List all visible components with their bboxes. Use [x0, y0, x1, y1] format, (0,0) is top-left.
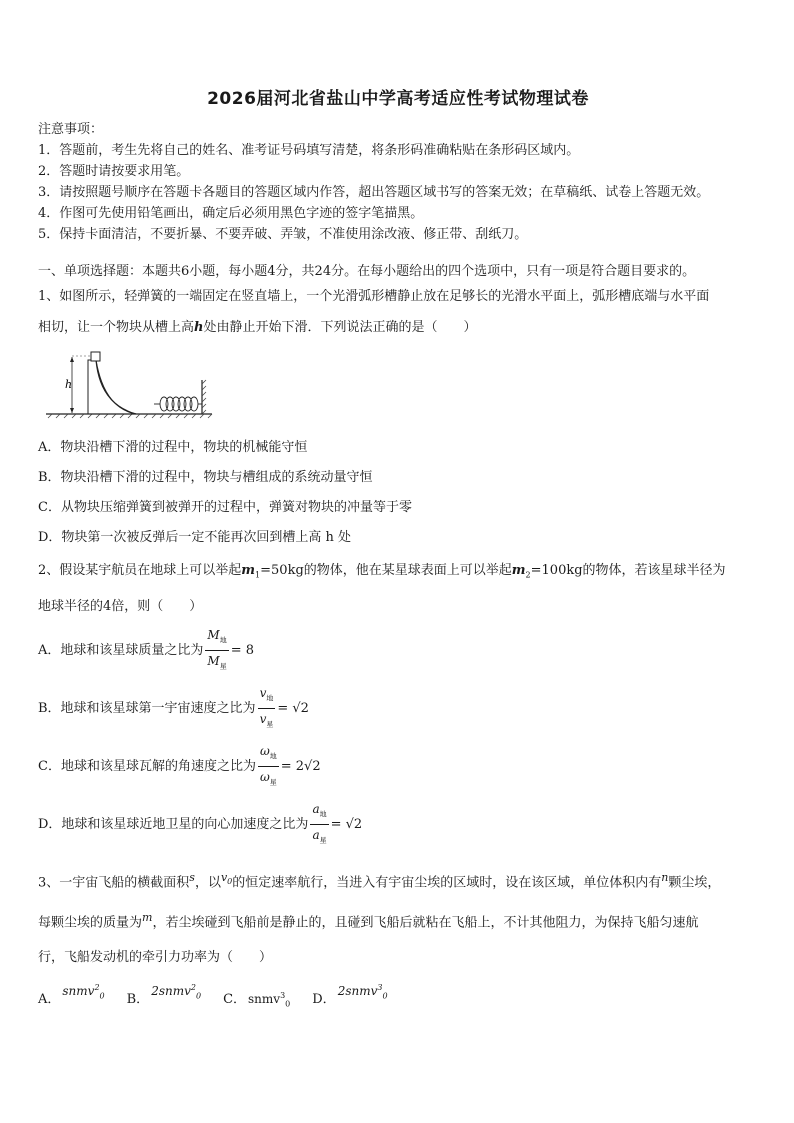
question-2-stem: 地球半径的4倍，则（ ）: [38, 598, 203, 614]
note-item: 4．作图可先使用铅笔画出，确定后必须用黑色字迹的签字笔描黑。: [38, 206, 424, 221]
mass-symbol: m: [142, 910, 153, 924]
fraction: $\frac{M_地}{M_星}$: [205, 625, 228, 677]
question-1-stem: 处由静止开始下滑．下列说法正确的是（ ）: [203, 320, 477, 335]
number-density-symbol: n: [661, 870, 669, 884]
question-1: [38, 286, 758, 548]
mass-symbol: m: [511, 563, 526, 578]
option-d: D．地球和该星球近地卫星的向心加速度之比为 $\frac{a_地}{a_星}$ = √2: [38, 805, 758, 845]
section-heading: 一、单项选择题：本题共6小题，每小题4分，共24分。在每小题给出的四个选项中，只有一项是符合题目要求的。: [38, 264, 696, 279]
question-3: [38, 867, 758, 1017]
note-item: 2．答题时请按要求用笔。: [38, 164, 190, 179]
question-2-stem: =100kg的物体，若该星球半径为: [530, 563, 726, 578]
question-3-stem: ，以: [194, 874, 221, 890]
question-3-stem: 3、一宇宙飞船的横截面积: [38, 874, 190, 890]
question-1-stem: 1、如图所示，轻弹簧的一端固定在竖直墙上，一个光滑弧形槽静止放在足够长的光滑水平面上，弧形槽底端与水平面: [38, 289, 710, 304]
option-c: C．从物块压缩弹簧到被弹开的过程中，弹簧对物块的冲量等于零: [38, 500, 412, 515]
exam-page: [38, 84, 758, 1017]
question-2: [38, 560, 758, 845]
notes-block: [38, 119, 758, 245]
option-d: D．物块第一次被反弹后一定不能再次回到槽上高 h 处: [38, 530, 352, 545]
slide-spring-diagram: [44, 348, 214, 428]
question-1-stem: 相切，让一个物块从槽上高: [38, 320, 195, 335]
option-d: D． 2snmv$^3_0$: [312, 983, 388, 1008]
area-symbol: s: [189, 870, 195, 884]
question-3-options: [38, 984, 758, 1016]
question-3-stem: 的恒定速率航行，当进入有宇宙尘埃的区域时，设在该区域，单位体积内有: [232, 874, 662, 890]
option-c: C．地球和该星球瓦解的角速度之比为 $\frac{\omega_地}{\omega_星}$ = 2√2: [38, 747, 758, 787]
fraction: $\frac{v_地}{v_星}$: [258, 683, 276, 735]
exam-title: 2026届河北省盐山中学高考适应性考试物理试卷: [207, 89, 589, 109]
mass-symbol: m: [241, 563, 256, 578]
option-c: C． snmv$^3_0$: [223, 991, 291, 1009]
height-symbol: h: [194, 320, 204, 335]
fraction: $\frac{\omega_地}{\omega_星}$: [258, 741, 279, 793]
question-2-stem: 2、假设某宇航员在地球上可以举起: [38, 563, 242, 578]
note-item: 1．答题前，考生先将自己的姓名、准考证号码填写清楚，将条形码准确粘贴在条形码区域内。: [38, 143, 580, 158]
fraction: $\frac{a_地}{a_星}$: [310, 799, 328, 851]
question-2-stem: =50kg的物体，他在某星球表面上可以举起: [260, 563, 512, 578]
mass-subscript: 1: [255, 570, 261, 580]
mass-subscript: 2: [525, 570, 531, 580]
notes-heading: 注意事项：: [38, 122, 104, 137]
question-3-stem: 每颗尘埃的质量为: [38, 915, 143, 931]
figure-h-label: h: [65, 378, 73, 391]
question-3-stem: ，若尘埃碰到飞船前是静止的，且碰到飞船后就粘在飞船上，不计其他阻力，为保持飞船匀速航: [152, 915, 699, 931]
option-a: A． snmv$^2_0$: [38, 983, 105, 1008]
note-item: 5．保持卡面清洁，不要折暴、不要弄破、弄皱，不准使用涂改液、修正带、刮纸刀。: [38, 227, 528, 242]
question-1-figure: [44, 348, 214, 428]
question-3-stem: 颗尘埃，: [668, 874, 721, 890]
option-a: A．地球和该星球质量之比为 $\frac{M_地}{M_星}$ = 8: [38, 631, 758, 671]
note-item: 3．请按照题号顺序在答题卡各题目的答题区域内作答，超出答题区域书写的答案无效；在草稿纸、试卷上答题无效。: [38, 185, 710, 200]
option-b: B．物块沿槽下滑的过程中，物块与槽组成的系统动量守恒: [38, 470, 373, 485]
question-3-stem: 行，飞船发动机的牵引力功率为（ ）: [38, 950, 273, 966]
option-b: B．地球和该星球第一宇宙速度之比为 $\frac{v_地}{v_星}$ = √2: [38, 689, 758, 729]
option-b: B． 2snmv$^2_0$: [126, 983, 202, 1008]
velocity-symbol: v0: [220, 870, 233, 886]
option-a: A．物块沿槽下滑的过程中，物块的机械能守恒: [38, 440, 308, 455]
